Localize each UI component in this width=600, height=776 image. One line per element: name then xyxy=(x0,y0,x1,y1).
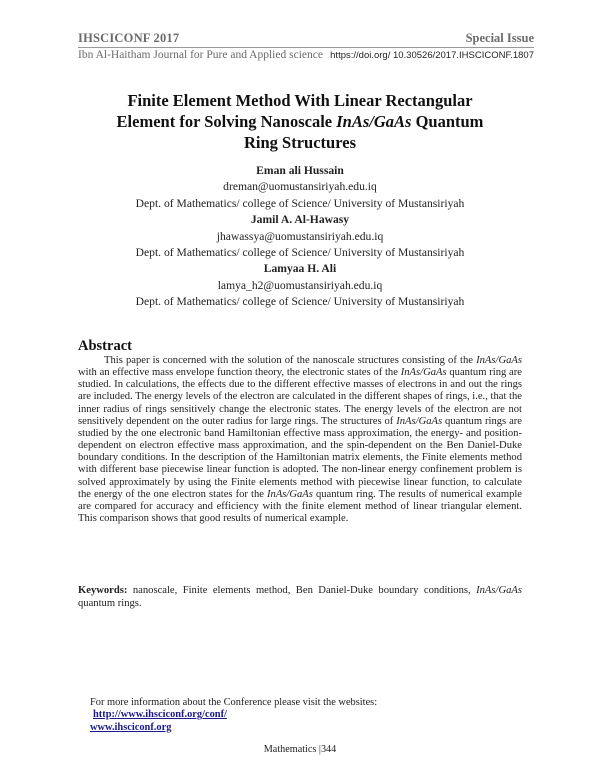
journal-name: Ibn Al-Haitham Journal for Pure and Applied science xyxy=(78,49,323,61)
abstract-text: This paper is concerned with the solution of the nanoscale structures consisting of the InAs/GaAs with an effective mass envelope function theory, the electronic states of the InAs/GaAs quantum ring are studied. In calculations, the effects due to the different effective masses of electrons in and out the rings are included. The energy levels of the electron are calculated in the different shapes of rings, i.e., that the inner radius of rings sensitively change the electronic states. The energy levels of the electron are not sensitively dependent on the outer radius for large rings. The structures of InAs/GaAs quantum rings are studied by the one electronic band Hamiltonian effective mass approximation, the energy- and position-dependent on electron effective mass approximation, and the spin-dependent on the Ben Daniel-Duke boundary conditions. In the description of the Hamiltonian matrix elements, the Finite elements method with different base piecewise linear function is adopted. The non-linear energy confinement problem is solved approximately by using the Finite elements method with piecewise linear function, to calculate the energy of the one electron states for the InAs/GaAs quantum ring. The results of numerical example are compared for accuracy and efficiency with the finite element method of linear triangular element. This comparison shows that good results of numerical example. xyxy=(78,355,523,525)
author-email[interactable]: dreman@uomustansiriyah.edu.iq xyxy=(223,180,377,194)
title-formula: InAs/GaAs xyxy=(336,112,412,131)
header-divider xyxy=(78,47,534,48)
footer-info-text: For more information about the Conference please visit the websites: xyxy=(90,697,378,708)
author-email[interactable]: lamya_h2@uomustansiriyah.edu.iq xyxy=(217,278,383,292)
keywords-formula: InAs/GaAs xyxy=(476,585,522,596)
abstract-formula: InAs/GaAs xyxy=(400,367,447,379)
title-line-1: Finite Element Method With Linear Rectangular xyxy=(127,91,473,110)
title-line-3: Ring Structures xyxy=(244,133,356,152)
author-affiliation: Dept. of Mathematics/ college of Science/ University of Mustansiriyah xyxy=(135,246,465,260)
abstract-formula: InAs/GaAs xyxy=(476,355,522,366)
keywords-label: Keywords: xyxy=(78,585,128,596)
conference-name: IHSCICONF 2017 xyxy=(78,31,180,45)
website-link[interactable]: www.ihsciconf.org xyxy=(90,721,172,733)
author-affiliation: Dept. of Mathematics/ college of Science/ University of Mustansiriyah xyxy=(135,196,465,210)
author-name: Lamyaa H. Ali xyxy=(263,262,337,276)
page-header xyxy=(78,31,534,61)
page-number: Mathematics |344 xyxy=(263,744,337,755)
abstract-formula: InAs/GaAs xyxy=(267,488,313,500)
keywords: Keywords: nanoscale, Finite elements method, Ben Daniel-Duke boundary conditions, InAs/GaAs quantum rings. xyxy=(78,585,522,609)
special-issue-label: Special Issue xyxy=(465,31,534,45)
author-block xyxy=(70,163,530,311)
doi-link[interactable]: https://doi.org/ 10.30526/2017.IHSCICONF.1807 xyxy=(330,50,534,61)
title-line-2: Element for Solving Nanoscale InAs/GaAs Quantum xyxy=(116,112,484,131)
author-email[interactable]: jhawassya@uomustansiriyah.edu.iq xyxy=(216,229,384,243)
paper-title xyxy=(70,90,530,153)
conference-link[interactable]: http://www.ihsciconf.org/conf/ xyxy=(93,709,227,721)
author-name: Eman ali Hussain xyxy=(256,164,344,177)
author-name: Jamil A. Al-Hawasy xyxy=(250,213,350,227)
footer-info xyxy=(90,697,377,734)
author-affiliation: Dept. of Mathematics/ college of Science/ University of Mustansiriyah xyxy=(135,295,465,309)
abstract-heading: Abstract xyxy=(78,338,132,354)
abstract-formula: InAs/GaAs xyxy=(396,415,443,427)
